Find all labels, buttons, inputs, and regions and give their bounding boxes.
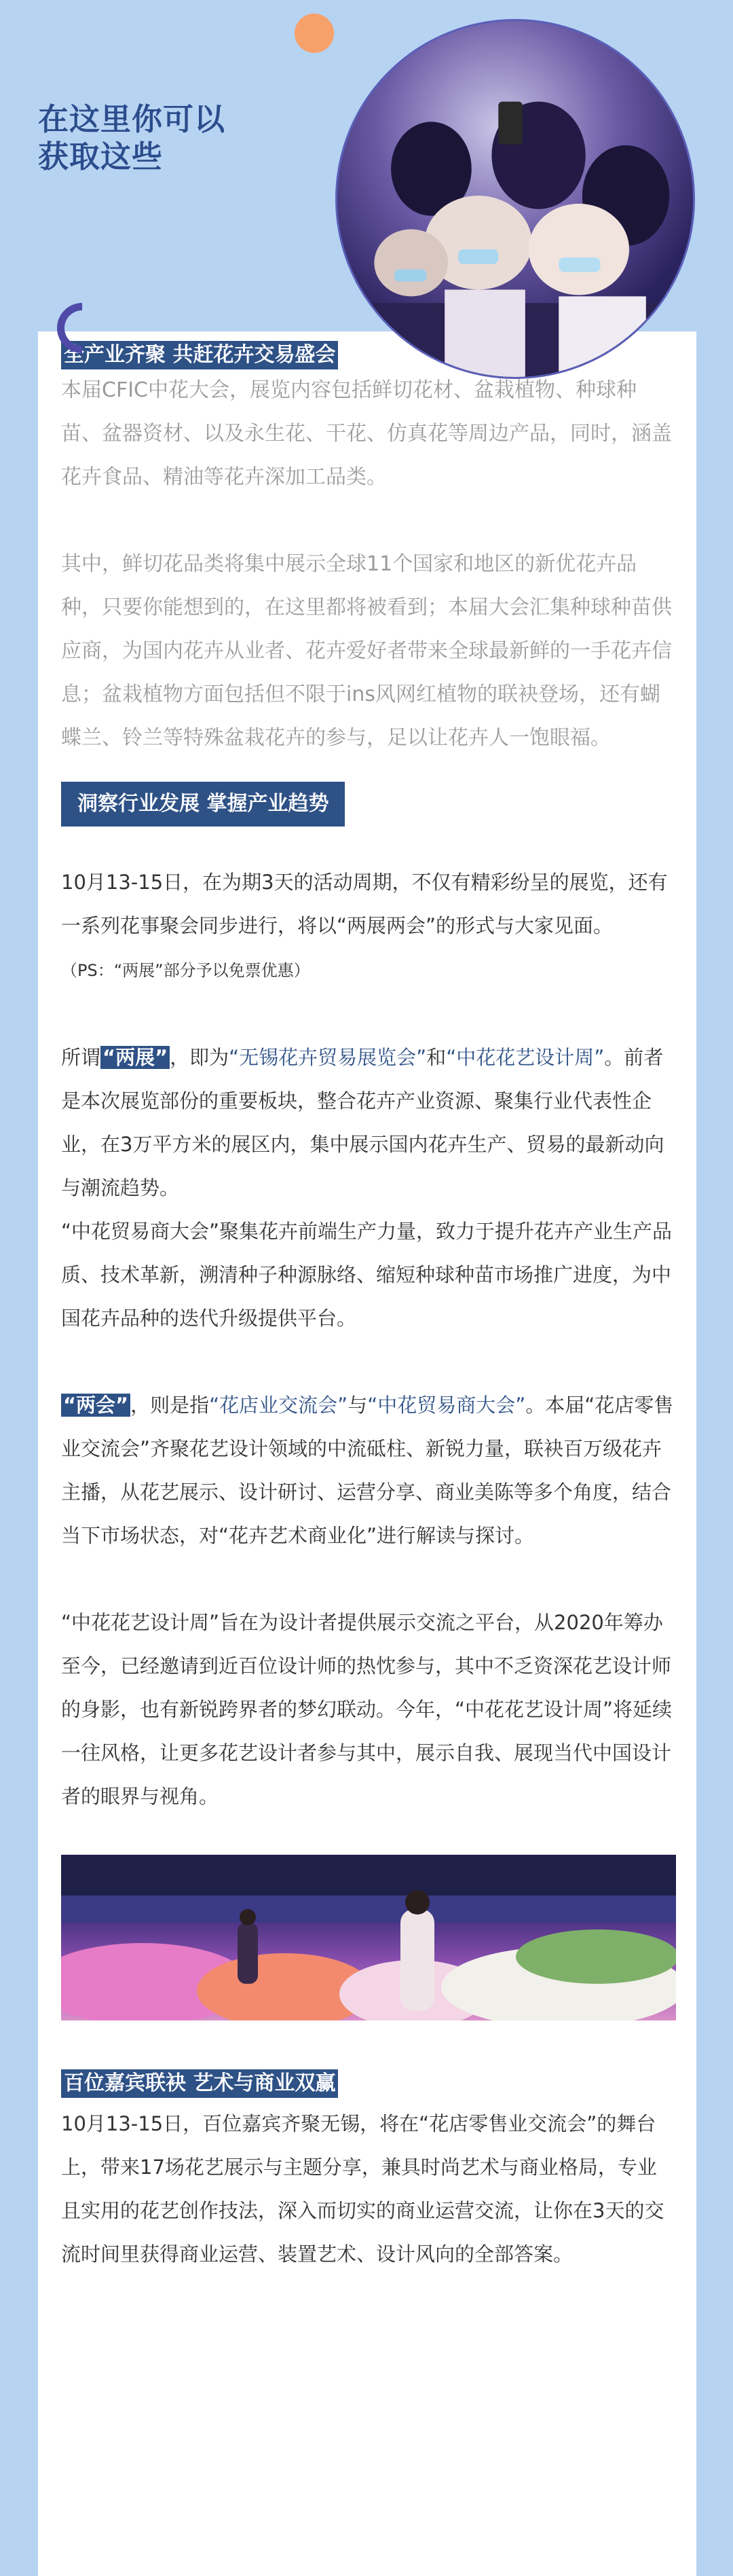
- orange-dot-decoration: [295, 14, 334, 53]
- lianghui-highlight: “两会”: [61, 1394, 130, 1417]
- text-span: 。前者是本次展览部份的重要板块，整合花卉产业资源、聚集行业代表性企业，在3万平方米的展区内，集中展示国内花卉生产、贸易的最新动向与潮流趋势。: [61, 1046, 664, 1199]
- section2-paragraph-1-text: 10月13-15日，在为期3天的活动周期，不仅有精彩纷呈的展览，还有一系列花事聚会同步进行，将以“两展两会”的形式与大家见面。: [61, 871, 668, 937]
- section2-heading: 洞察行业发展 掌握产业趋势: [61, 782, 345, 827]
- crowd-photo: [335, 19, 695, 379]
- page-title: [38, 101, 225, 175]
- section1-heading: 全产业齐聚 共赶花卉交易盛会: [61, 341, 338, 369]
- section2-paragraph-2: [61, 1036, 676, 1210]
- section3-paragraph-1: 10月13-15日，百位嘉宾齐聚无锡，将在“花店零售业交流会”的舞台上，带来17场花艺展示与主题分享，兼具时尚艺术与商业格局，专业且实用的花艺创作技法，深入而切实的商业运营交流，让你在3天的交流时间里获得商业运营、装置艺术、设计风向的全部答案。: [61, 2112, 664, 2266]
- header-area: [0, 0, 733, 331]
- text-span: ，即为: [170, 1046, 229, 1069]
- section1-paragraph-2: 其中，鲜切花品类将集中展示全球11个国家和地区的新优花卉品种，只要你能想到的，在这里都将被看到；本届大会汇集种球种苗供应商，为国内花卉从业者、花卉爱好者带来全球最新鲜的一手花卉信息；盆栽植物方面包括但不限于ins风网红植物的联袂登场，还有蝴蝶兰、铃兰等特殊盆栽花卉的参与，足以让花卉人一饱眼福。: [61, 552, 672, 750]
- flower-hall-photo: [61, 1855, 676, 2020]
- section2-paragraph-3: “中花贸易商大会”聚集花卉前端生产力量，致力于提升花卉产业生产品质、技术革新，溯清种子种源脉络、缩短种球种苗市场推广进度，为中国花卉品种的迭代升级提供平台。: [61, 1220, 673, 1330]
- crowd-photo-illustration: [337, 21, 693, 377]
- text-span: 。本届“花店零售业交流会”齐聚花艺设计领域的中流砥柱、新锐力量，联袂百万级花卉主播，从花艺展示、设计研讨、运营分享、商业美陈等多个角度，结合当下市场状态，对“花卉艺术商业化”进行解读与探讨。: [61, 1394, 674, 1547]
- section2-heading-row: [61, 782, 676, 827]
- section2-ps-note: （PS：“两展”部分予以免票优惠）: [61, 961, 310, 980]
- section1-paragraph-1: 本届CFIC中花大会，展览内容包括鲜切花材、盆栽植物、种球种苗、盆器资材、以及永生花、干花、仿真花等周边产品，同时，涵盖花卉食品、精油等花卉深加工品类。: [61, 378, 672, 489]
- section3-heading: 百位嘉宾联袂 艺术与商业双赢: [61, 2069, 338, 2098]
- liangzhan-highlight: “两展”: [100, 1046, 170, 1069]
- trader-conference-name: “中花贸易商大会”: [367, 1394, 526, 1417]
- title-line-2: 获取这些: [38, 139, 164, 175]
- content-card: [38, 331, 696, 2576]
- wuxi-expo-name: “无锡花卉贸易展览会”: [229, 1046, 427, 1069]
- text-span: 和: [426, 1046, 447, 1069]
- text-span: ，则是指: [130, 1394, 210, 1417]
- content-column: [61, 331, 676, 2276]
- section2-paragraph-5: “中花花艺设计周”旨在为设计者提供展示交流之平台，从2020年筹办至今，已经邀请到近百位设计师的热忱参与，其中不乏资深花艺设计师的身影，也有新锐跨界者的梦幻联动。今年，“中花花艺设计周”将延续一往风格，让更多花艺设计者参与其中，展示自我、展现当代中国设计者的眼界与视角。: [61, 1611, 673, 1808]
- design-week-name: “中花花艺设计周”: [446, 1046, 605, 1069]
- section2-paragraph-1: [61, 860, 676, 992]
- title-line-1: 在这里你可以: [38, 101, 226, 137]
- section3-heading-row: [61, 2069, 676, 2098]
- florist-forum-name: “花店业交流会”: [209, 1394, 348, 1417]
- text-span: 所谓: [61, 1046, 101, 1069]
- flower-hall-illustration: [61, 1855, 676, 2020]
- text-span: 与: [347, 1394, 368, 1417]
- section2-paragraph-4: [61, 1383, 676, 1557]
